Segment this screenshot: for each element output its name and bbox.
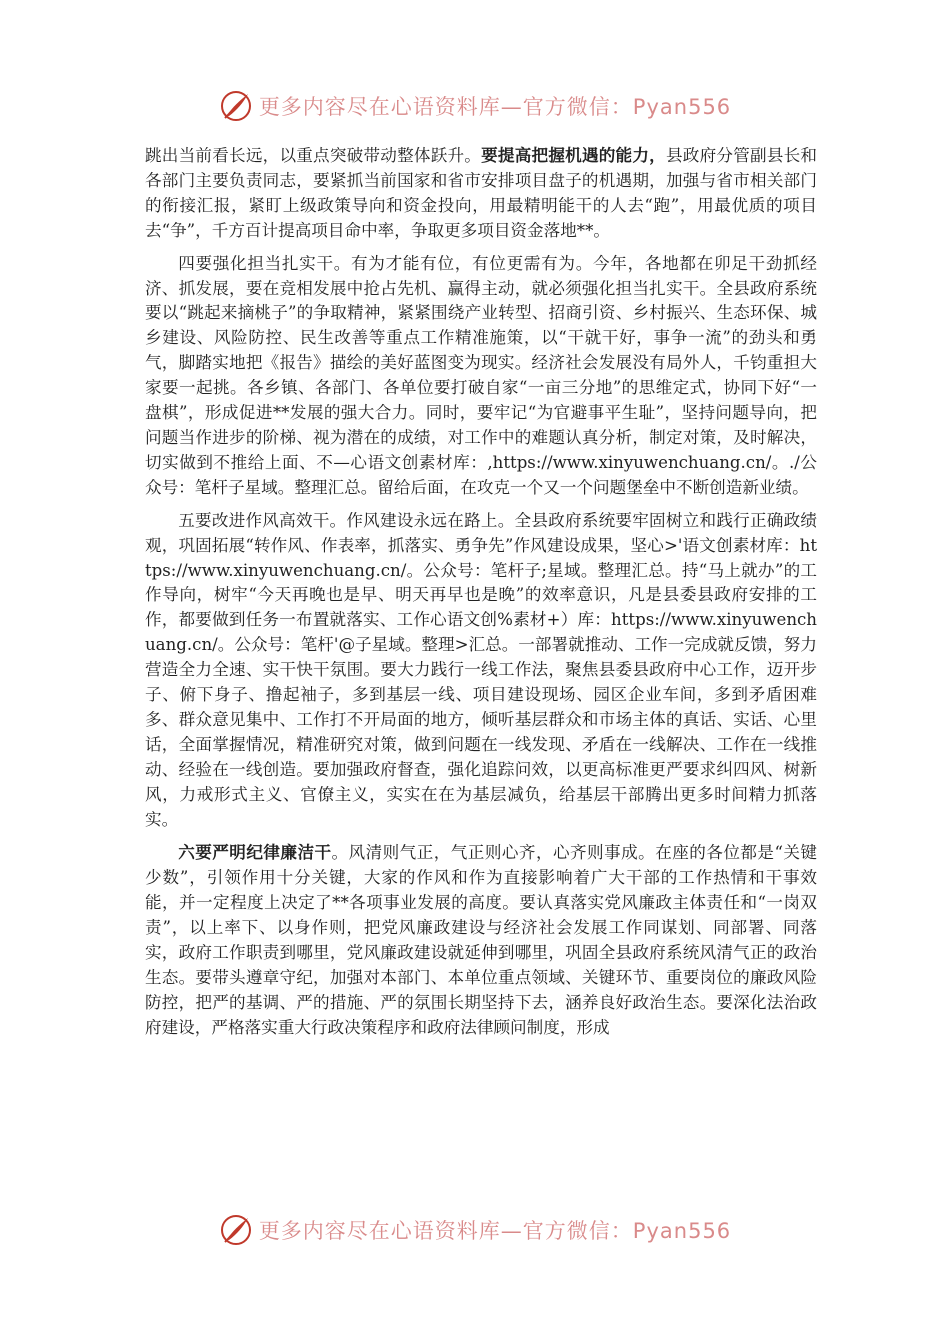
paragraph-2: 四要强化担当扎实干。有为才能有位，有位更需有为。今年，各地都在卯足干劲抓经济、抓发展，要在竞相发展中抢占先机、赢得主动，就必须强化担当扎实干。全县政府系统要以“跳起来摘桃子”的争取精神，紧紧围绕产业转型、招商引资、乡村振兴、生态环保、城乡建设、风险防控、民生改善等重点工作精准施策，以“干就干好，事争一流”的劲头和勇气，脚踏实地把《报告》描绘的美好蓝图变为现实。经济社会发展没有局外人，千钧重担大家要一起挑。各乡镇、各部门、各单位要打破自家“一亩三分地”的思维定式，协同下好“一盘棋”，形成促进**发展的强大合力。同时，要牢记“为官避事平生耻”，坚持问题导向，把问题当作进步的阶梯、视为潜在的成绩，对工作中的难题认真分析，制定对策，及时解决，切实做到不推给上面、不—心语文创素材库：,https://www.xinyuwenchuang.cn/。./公众号：笔杆子星域。整理汇总。留给后面，在攻克一个又一个问题堡垒中不断创造新业绩。 xyxy=(145,253,817,497)
footer-banner xyxy=(0,1208,950,1252)
paragraph-4: 六要严明纪律廉洁干。风清则气正，气正则心齐，心齐则事成。在座的各位都是“关键少数”，引领作用十分关键，大家的作风和作为直接影响着广大干部的工作热情和干事效能，并一定程度上决定了**各项事业发展的高度。要认真落实党风廉政主体责任和“一岗双责”，以上率下、以身作则，把党风廉政建设与经济社会发展工作同谋划、同部署、同落实，政府工作职责到哪里，党风廉政建设就延伸到哪里，巩固全县政府系统风清气正的政治生态。要带头遵章守纪，加强对本部门、本单位重点领域、关键环节、重要岗位的廉政风险防控，把严的基调、严的措施、严的氛围长期坚持下去，涵养良好政治生态。要深化法治政府建设，严格落实重大行政决策程序和政府法律顾问制度，形成 xyxy=(145,842,818,1037)
quill-logo-icon xyxy=(219,1213,253,1247)
footer-banner-text: 更多内容尽在心语资料库—官方微信：Pyan556 xyxy=(258,1219,732,1243)
paragraph-1: 跳出当前看长远，以重点突破带动整体跃升。要提高把握机遇的能力，县政府分管副县长和各部门主要负责同志，要紧抓当前国家和省市安排项目盘子的机遇期，加强与省市相关部门的衔接汇报，紧盯上级政策导向和资金投向，用最精明能干的人去“跑”，用最优质的项目去“争”，千方百计提高项目命中率，争取更多项目资金落地**。 xyxy=(145,145,818,240)
header-banner xyxy=(0,84,950,128)
quill-logo-icon xyxy=(219,89,253,123)
document-body xyxy=(145,143,817,1049)
paragraph-3: 五要改进作风高效干。作风建设永远在路上。全县政府系统要牢固树立和践行正确政绩观，巩固拓展“转作风、作表率，抓落实、勇争先”作风建设成果，坚心>'语文创素材库：https://www.xinyuwenchuang.cn/。公众号：笔杆子;星域。整理汇总。持“马上就办”的工作导向，树牢“今天再晚也是早、明天再早也是晚”的效率意识，凡是县委县政府安排的工作，都要做到任务一布置就落实、工作心语文创%素材+）库：https://www.xinyuwenchuang.cn/。公众号：笔杆'@子星域。整理>汇总。一部署就推动、工作一完成就反馈，努力营造全力全速、实干快干氛围。要大力践行一线工作法，聚焦县委县政府中心工作，迈开步子、俯下身子、撸起袖子，多到基层一线、项目建设现场、园区企业车间，多到矛盾困难多、群众意见集中、工作打不开局面的地方，倾听基层群众和市场主体的真话、实话、心里话，全面掌握情况，精准研究对策，做到问题在一线发现、矛盾在一线解决、工作在一线推动、经验在一线创造。要加强政府督查，强化追踪问效，以更高标准更严要求纠四风、树新风，力戒形式主义、官僚主义，实实在在为基层减负，给基层干部腾出更多时间精力抓落实。 xyxy=(145,510,817,829)
header-banner-text: 更多内容尽在心语资料库—官方微信：Pyan556 xyxy=(258,95,732,119)
